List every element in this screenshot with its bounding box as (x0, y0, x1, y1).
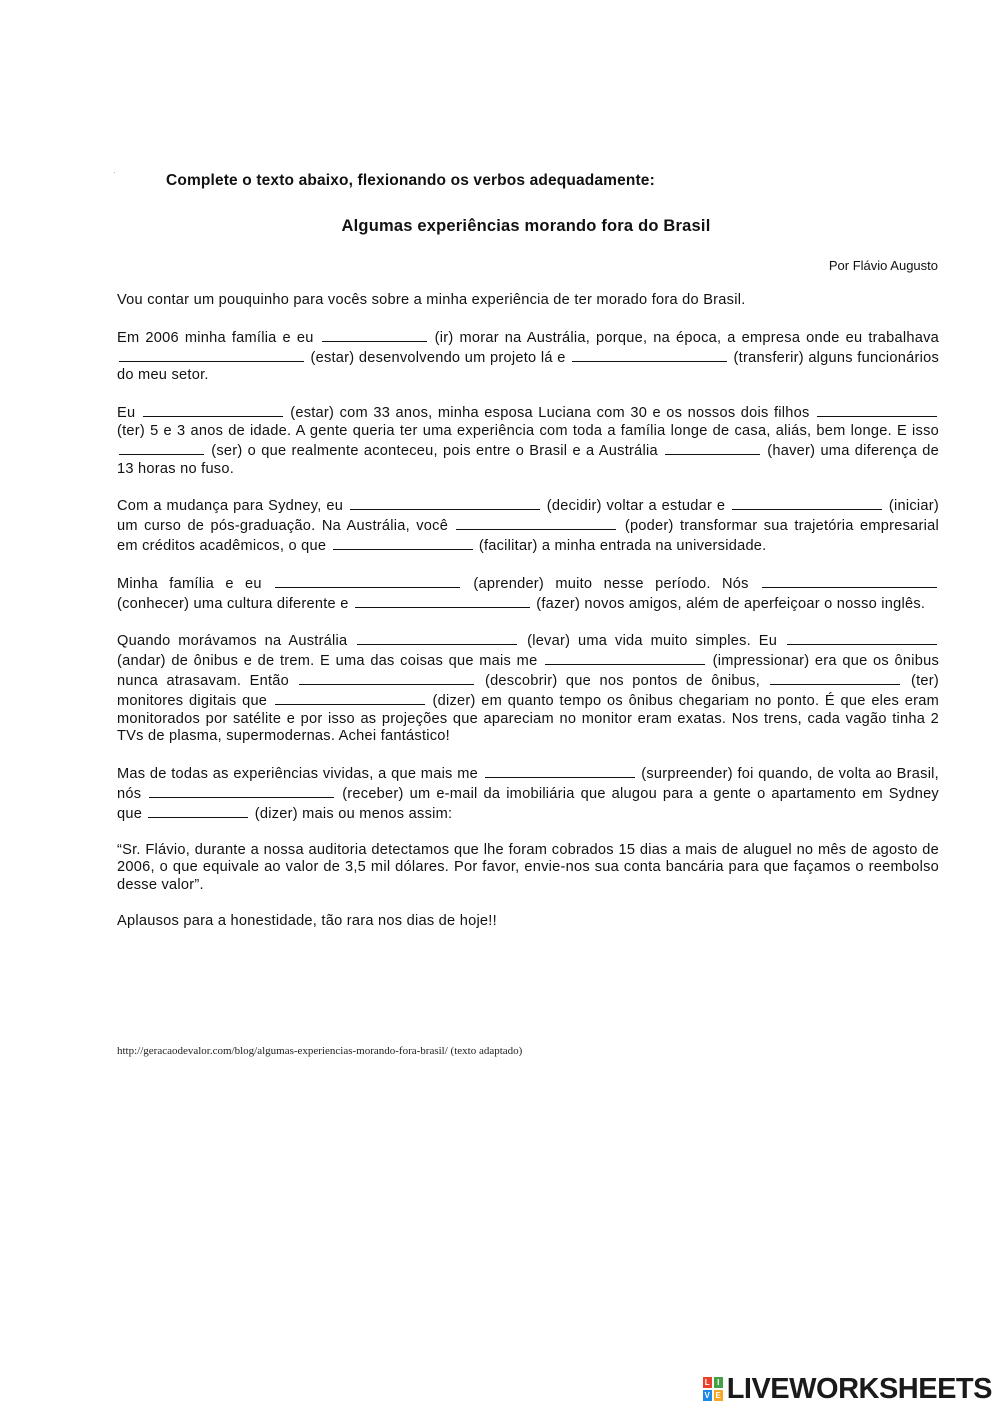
brand-name: LIVEWORKSHEETS (726, 1372, 992, 1405)
blank-ter-2[interactable] (770, 671, 900, 685)
paragraph-4: Com a mudança para Sydney, eu (decidir) voltar a estudar e (iniciar) um curso de pós-graduação. Na Austrália, você (poder) transformar sua trajetória empresarial em créditos acadêmicos, o que (facilitar) a minha entrada na universidade. (117, 498, 939, 554)
scan-mark: · (113, 168, 116, 177)
blank-impressionar[interactable] (545, 651, 705, 665)
blank-conhecer[interactable] (762, 574, 937, 588)
blank-transferir[interactable] (572, 348, 727, 362)
paragraph-1: Vou contar um pouquinho para vocês sobre a minha experiência de ter morado fora do Brasil. (117, 292, 746, 308)
paragraph-quote: “Sr. Flávio, durante a nossa auditoria detectamos que lhe foram cobrados 15 dias a mais de aluguel no mês de agosto de 2006, o que equivale ao valor de 3,5 mil dólares. Por favor, envie-nos sua conta bancária para que façamos o reembolso desse valor”. (117, 841, 939, 894)
blank-ter-1[interactable] (817, 403, 937, 417)
source-url: http://geracaodevalor.com/blog/algumas-experiencias-morando-fora-brasil/ (texto adaptado) (117, 1045, 523, 1057)
blank-estar-2[interactable] (143, 403, 283, 417)
paragraph-3: Eu (estar) com 33 anos, minha esposa Luciana com 30 e os nossos dois filhos (ter) 5 e 3 anos de idade. A gente queria ter uma experiência com toda a família longe de casa, aliás, bem longe. E isso (ser) o que realmente aconteceu, pois entre o Brasil e a Austrália (haver) uma diferença de 13 horas no fuso. (117, 405, 940, 477)
author-line: Por Flávio Augusto (828, 258, 938, 273)
blank-fazer[interactable] (355, 594, 530, 608)
blank-dizer-1[interactable] (275, 691, 425, 705)
blank-ir[interactable] (322, 328, 427, 342)
blank-iniciar[interactable] (732, 496, 882, 510)
blank-decidir[interactable] (350, 496, 540, 510)
blank-ser[interactable] (119, 441, 204, 455)
blank-levar[interactable] (357, 631, 517, 645)
blank-receber[interactable] (149, 784, 334, 798)
instruction-heading: Complete o texto abaixo, flexionando os verbos adequadamente: (166, 172, 655, 189)
paragraph-5: Minha família e eu (aprender) muito nesse período. Nós (conhecer) uma cultura diferente e (fazer) novos amigos, além de aperfeiçoar o nosso inglês. (117, 574, 939, 614)
paragraph-7: Mas de todas as experiências vividas, a que mais me (surpreender) foi quando, de volta ao Brasil, nós (receber) um e-mail da imobiliária que alugou para a gente o apartamento em Sydney que (dizer) mais ou menos assim: (117, 766, 939, 822)
paragraph-closing: Aplausos para a honestidade, tão rara nos dias de hoje!! (117, 912, 497, 929)
blank-aprender[interactable] (275, 574, 460, 588)
blank-andar[interactable] (787, 631, 937, 645)
blank-surpreender[interactable] (485, 764, 635, 778)
blank-haver[interactable] (665, 441, 760, 455)
paragraph-2: Em 2006 minha família e eu (ir) morar na Austrália, porque, na época, a empresa onde eu trabalhava (estar) desenvolvendo um projeto lá e (transferir) alguns funcionários do meu setor. (117, 329, 939, 384)
paragraph-6: Quando morávamos na Austrália (levar) uma vida muito simples. Eu (andar) de ônibus e de trem. E uma das coisas que mais me (impressionar) era que os ônibus nunca atrasavam. Então (descobrir) que nos pontos de ônibus, (ter) monitores digitais que (dizer) em quanto tempo os ônibus chegariam no ponto. É que eles eram monitorados por satélite e por isso as projeções que apareciam no monitor eram exatas. Nos trens, cada vagão tinha 2 TVs de plasma, supermodernas. Achei fantástico! (117, 633, 940, 745)
blank-dizer-2[interactable] (148, 804, 248, 818)
liveworksheets-brand[interactable] (702, 1372, 992, 1406)
blank-descobrir[interactable] (299, 671, 474, 685)
blank-estar-1[interactable] (119, 348, 304, 362)
blank-poder[interactable] (456, 516, 616, 530)
text-title: Algumas experiências morando fora do Brasil (341, 217, 711, 235)
blank-facilitar[interactable] (333, 536, 473, 550)
liveworksheets-logo-icon: L I V E (704, 1378, 721, 1400)
text-body (117, 292, 939, 949)
